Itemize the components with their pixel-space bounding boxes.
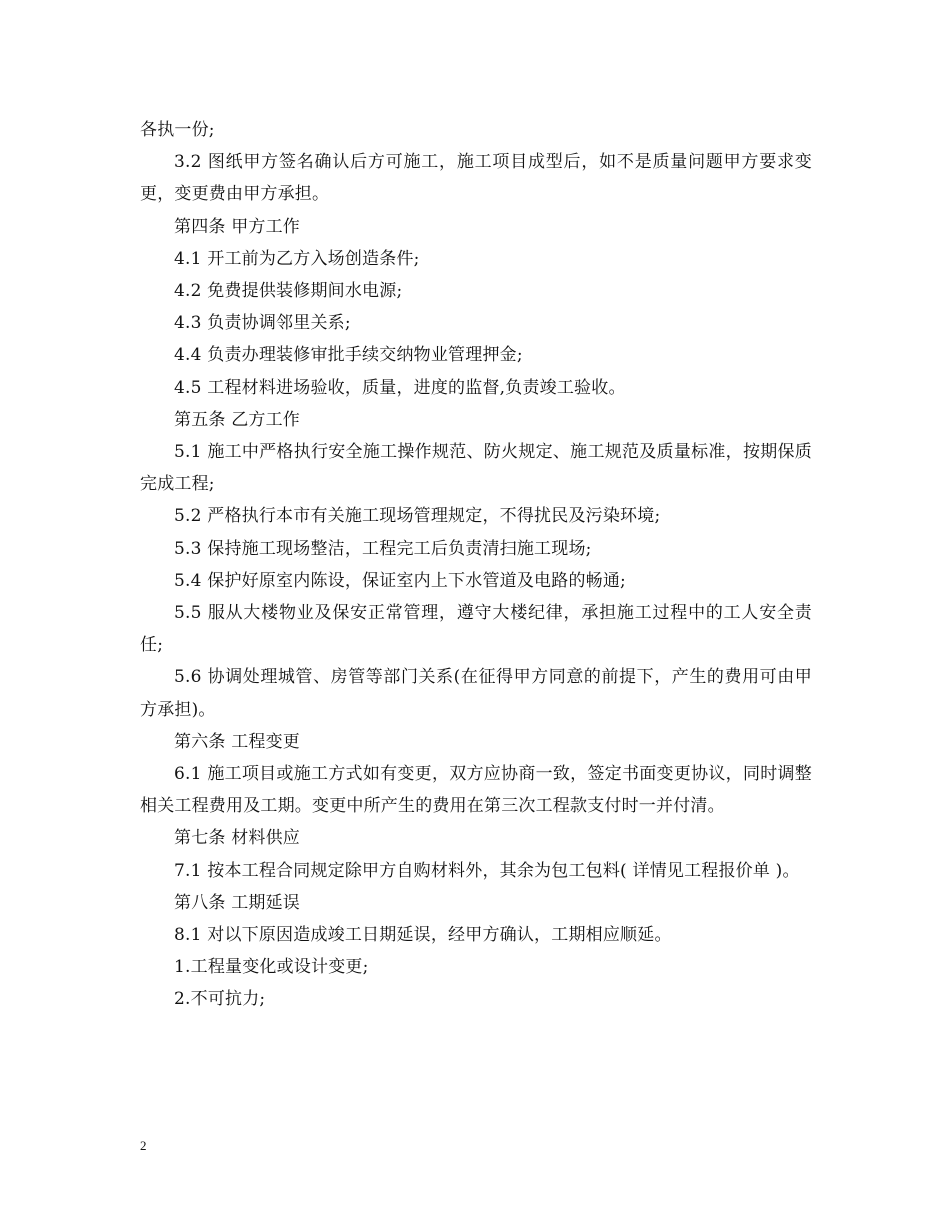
paragraph: 5.1 施工中严格执行安全施工操作规范、防火规定、施工规范及质量标准，按期保质完成工程; [140,442,812,495]
paragraph: 6.1 施工项目或施工方式如有变更，双方应协商一致，签定书面变更协议，同时调整相关工程费用及工期。变更中所产生的费用在第三次工程款支付时一并付清。 [140,764,812,817]
paragraph: 4.4 负责办理装修审批手续交纳物业管理押金; [174,345,523,366]
paragraph: 第八条 工期延误 [174,892,301,913]
paragraph: 第四条 甲方工作 [174,216,301,237]
paragraph: 7.1 按本工程合同规定除甲方自购材料外，其余为包工包料( 详情见工程报价单 )。 [174,860,800,881]
paragraph: 第七条 材料供应 [174,828,301,849]
paragraph: 8.1 对以下原因造成竣工日期延误，经甲方确认，工期相应顺延。 [174,925,672,946]
paragraph: 各执一份; [140,120,215,140]
page-number: 2 [140,1138,147,1153]
paragraph: 4.1 开工前为乙方入场创造条件; [174,248,420,269]
document-body [140,114,812,1016]
paragraph: 5.5 服从大楼物业及保安正常管理，遵守大楼纪律，承担施工过程中的工人安全责任; [140,603,812,656]
paragraph: 5.4 保护好原室内陈设，保证室内上下水管道及电路的畅通; [174,570,626,591]
paragraph: 4.3 负责协调邻里关系; [174,313,351,334]
paragraph: 2.不可抗力; [174,989,266,1010]
paragraph: 1.工程量变化或设计变更; [174,957,369,978]
paragraph: 3.2 图纸甲方签名确认后方可施工，施工项目成型后，如不是质量问题甲方要求变更，变更费由甲方承担。 [140,152,812,205]
paragraph: 5.2 严格执行本市有关施工现场管理规定，不得扰民及污染环境; [174,506,661,527]
paragraph: 5.3 保持施工现场整洁，工程完工后负责清扫施工现场; [174,538,592,559]
paragraph: 第六条 工程变更 [174,731,301,752]
paragraph: 4.5 工程材料进场验收，质量，进度的监督,负责竣工验收。 [174,377,626,398]
paragraph: 5.6 协调处理城管、房管等部门关系(在征得甲方同意的前提下，产生的费用可由甲方承担)。 [140,667,812,720]
paragraph: 第五条 乙方工作 [174,409,301,430]
paragraph: 4.2 免费提供装修期间水电源; [174,281,403,302]
